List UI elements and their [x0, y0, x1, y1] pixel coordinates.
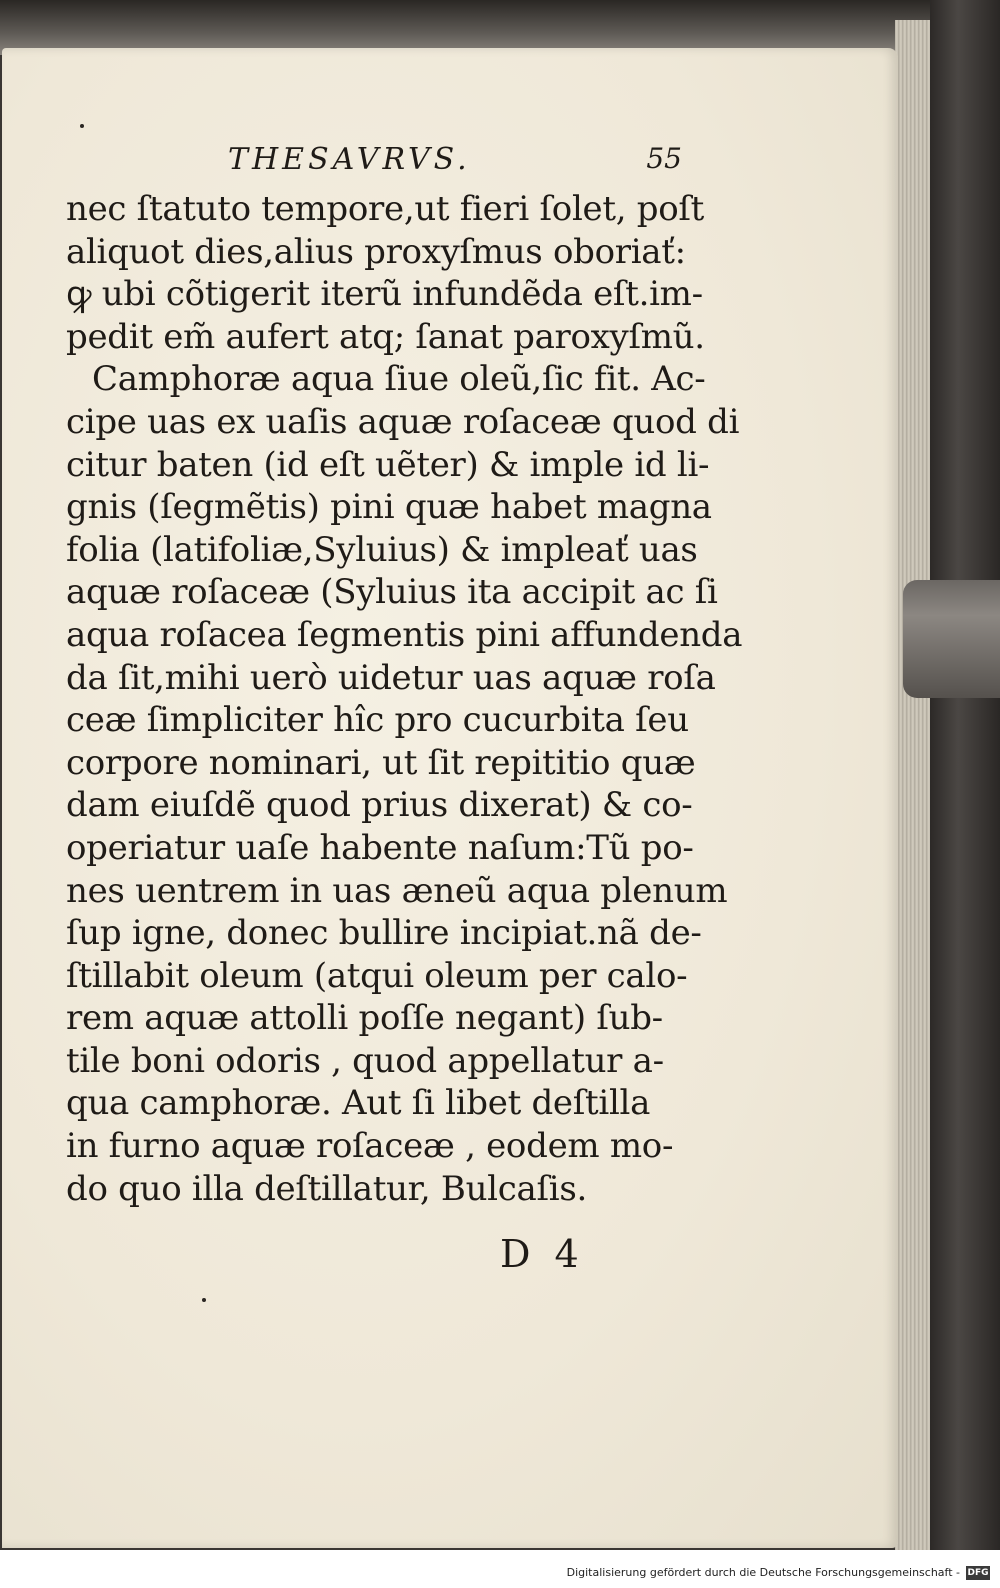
footer-credit: Digitalisierung gefördert durch die Deutsche Forschungsgemeinschaft -	[566, 1566, 960, 1579]
text-line: in furno aquæ roſaceæ , eodem mo-	[66, 1126, 674, 1167]
text-line: do quo illa deſtillatur, Bulcaſis.	[66, 1168, 587, 1209]
text-line: da ſit,mihi uerò uidetur uas aquæ roſa	[66, 657, 716, 698]
text-line: nec ſtatuto tempore,ut fieri ſolet, poſt	[66, 189, 705, 229]
text-line: corpore nominari, ut ſit repititio quæ	[66, 742, 696, 783]
ink-spot	[202, 1298, 206, 1302]
running-title: THESAVRVS.	[228, 142, 471, 177]
text-line: ꝙ ubi cõtigerit iterũ infundẽda eſt.im-	[66, 274, 703, 315]
text-line: folia (latifoliæ,Syluius) & impleať uas	[66, 529, 698, 570]
text-line: nes uentrem in uas æneũ aqua plenum	[66, 870, 728, 911]
body-text	[66, 188, 743, 1210]
page-number: 55	[646, 142, 682, 175]
text-line: ſtillabit oleum (atqui oleum per calo-	[66, 955, 688, 996]
text-line: aqua roſacea ſegmentis pini affundenda	[66, 614, 743, 655]
dfg-logo: DFG	[967, 1568, 989, 1578]
text-line: rem aquæ attolli poſſe negant) ſub-	[66, 998, 663, 1039]
book-top-edge	[0, 0, 1000, 55]
text-line: aquæ roſaceæ (Syluius ita accipit ac ſi	[66, 572, 718, 613]
text-line: Camphoræ aqua ſiue oleũ,ſic fit. Ac-	[92, 359, 706, 400]
text-line: gnis (ſegmẽtis) pini quæ habet magna	[66, 487, 712, 528]
text-line: operiatur uaſe habente naſum:Tũ po-	[66, 827, 694, 868]
ink-spot	[80, 124, 84, 128]
text-line: dam eiuſdẽ quod prius dixerat) & co-	[66, 785, 693, 826]
page-header	[190, 142, 690, 182]
signature-mark: D 4	[500, 1232, 585, 1276]
text-line: qua camphoræ. Aut ſi libet deſtilla	[66, 1083, 651, 1124]
text-line: ceæ ſimpliciter hîc pro cucurbita ſeu	[66, 700, 689, 741]
text-line: citur baten (id eſt uẽter) & imple id li-	[66, 444, 710, 485]
book-cover	[930, 0, 1000, 1588]
text-line: pedit em̃ aufert atq; ſanat paroxyſmũ.	[66, 316, 705, 357]
text-line: ſup igne, donec bullire incipiat.nã de-	[66, 913, 702, 954]
text-line: cipe uas ex uaſis aquæ roſaceæ quod di	[66, 401, 740, 442]
clasp-strap	[903, 580, 1000, 698]
text-line: tile boni odoris , quod appellatur a-	[66, 1040, 664, 1081]
text-line: aliquot dies,alius proxyſmus oboriať:	[66, 231, 686, 272]
